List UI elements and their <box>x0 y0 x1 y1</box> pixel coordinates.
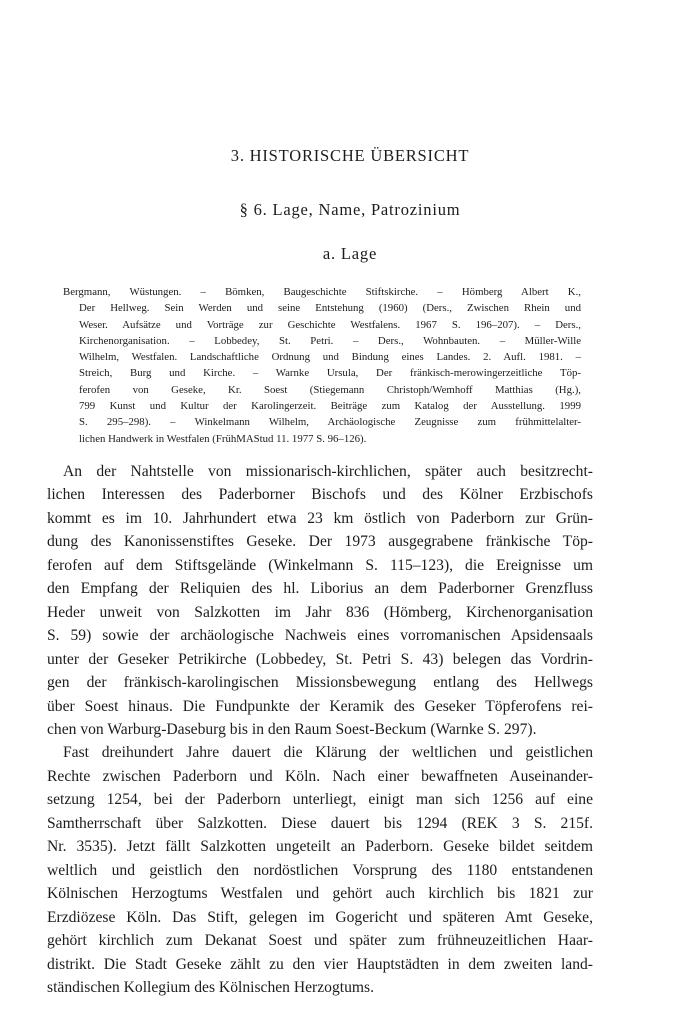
paragraph-line: Erzdiözese Köln. Das Stift, gelegen im Gogericht und späteren Amt Geseke, <box>47 908 593 926</box>
paragraph-line: über Soest hinaus. Die Fundpunkte der Keramik des Geseker Töpferofens rei- <box>47 697 593 715</box>
paragraph-line: Rechte zwischen Paderborn und Köln. Nach einer bewaffneten Auseinander- <box>47 767 593 785</box>
paragraph-line: weltlich und geistlich den nordöstlichen Vorsprung des 1180 entstandenen <box>47 861 593 879</box>
paragraph-line: Heder unweit von Salzkotten im Jahr 836 (Hömberg, Kirchenorganisation <box>47 603 593 621</box>
paragraph-line: gen der fränkisch-karolingischen Missionsbewegung entlang des Hellwegs <box>47 674 593 692</box>
section-title: § 6. Lage, Name, Patrozinium <box>239 200 461 219</box>
bibliography-line: Der Hellweg. Sein Werden und seine Entstehung (1960) (Ders., Zwischen Rhein und <box>79 302 581 315</box>
paragraph-line: ständischen Kollegium des Kölnischen Herzogtums. <box>47 978 374 996</box>
bibliography-line: Kirchenorganisation. – Lobbedey, St. Petri. – Ders., Wohnbauten. – Müller-Wille <box>79 334 581 347</box>
paragraph-line: chen von Warburg-Daseburg bis in den Raum Soest-Beckum (Warnke S. 297). <box>47 720 537 738</box>
bibliography-line: S. 295–298). – Winkelmann Wilhelm, Archäologische Zeugnisse zum frühmittelalter- <box>79 416 581 429</box>
chapter-title: 3. HISTORISCHE ÜBERSICHT <box>230 146 470 165</box>
paragraph-line: Nr. 3535). Jetzt fällt Salzkotten ungeteilt an Paderborn. Geseke bildet seitdem <box>47 838 593 856</box>
bibliography-line: Weser. Aufsätze und Vorträge zur Geschichte Westfalens. 1967 S. 196–207). – Ders., <box>79 318 581 331</box>
paragraph-line: Kölnischen Herzogtums Westfalen und gehört auch kirchlich bis 1821 zur <box>47 885 593 903</box>
paragraph-line: distrikt. Die Stadt Geseke zählt zu den vier Hauptstädten in dem zweiten land- <box>47 955 593 973</box>
paragraph-line: ferofen auf dem Stiftsgelände (Winkelmann S. 115–123), die Ereignisse um <box>47 556 593 574</box>
body-text <box>47 460 593 999</box>
paragraph-line: Fast dreihundert Jahre dauert die Klärung der weltlichen und geistlichen <box>63 744 593 762</box>
bibliography-line: Streich, Burg und Kirche. – Warnke Ursula, Der fränkisch-merowingerzeitliche Töp- <box>79 367 581 380</box>
paragraph-line: gehört kirchlich zum Dekanat Soest und später zum frühneuzeitlichen Haar- <box>47 932 593 950</box>
paragraph-line: Samtherrschaft über Salzkotten. Diese dauert bis 1294 (REK 3 S. 215f. <box>47 814 593 832</box>
paragraph-line: setzung 1254, bei der Paderborn unterliegt, einigt man sich 1256 auf eine <box>47 791 593 809</box>
bibliography-line: Wilhelm, Westfalen. Landschaftliche Ordnung und Bindung eines Landes. 2. Aufl. 1981. – <box>79 351 581 364</box>
bibliography-line: lichen Handwerk in Westfalen (FrühMAStud 11. 1977 S. 96–126). <box>79 432 367 445</box>
paragraph-line: An der Nahtstelle von missionarisch-kirchlichen, später auch besitzrecht- <box>63 463 593 480</box>
bibliography-line: ferofen von Geseke, Kr. Soest (Stiegemann Christoph/Wemhoff Matthias (Hg.), <box>79 383 581 396</box>
bibliography-line: Bergmann, Wüstungen. – Bömken, Baugeschichte Stiftskirche. – Hömberg Albert K., <box>63 286 581 298</box>
paragraph-line: dung des Kanonissenstiftes Geseke. Der 1973 ausgegrabene fränkische Töp- <box>47 533 593 551</box>
paragraph-line: unter der Geseker Petrikirche (Lobbedey, St. Petri S. 43) belegen das Vordrin- <box>47 650 593 668</box>
paragraph-line: den Empfang der Reliquien des hl. Liborius an dem Paderborner Grenzfluss <box>47 580 593 598</box>
paragraph-line: S. 59) sowie der archäologische Nachweis eines vorromanischen Apsidensaals <box>47 627 593 645</box>
bibliography-line: 799 Kunst und Kultur der Karolingerzeit. Beiträge zum Katalog der Ausstellung. 1999 <box>79 400 581 413</box>
bibliography-block <box>63 284 581 447</box>
paragraph-line: lichen Interessen des Paderborner Bischofs und des Kölner Erzbischofs <box>47 486 593 504</box>
subsection-title: a. Lage <box>322 244 378 263</box>
paragraph-line: kommt es im 10. Jahrhundert etwa 23 km östlich von Paderborn zur Grün- <box>47 509 593 527</box>
